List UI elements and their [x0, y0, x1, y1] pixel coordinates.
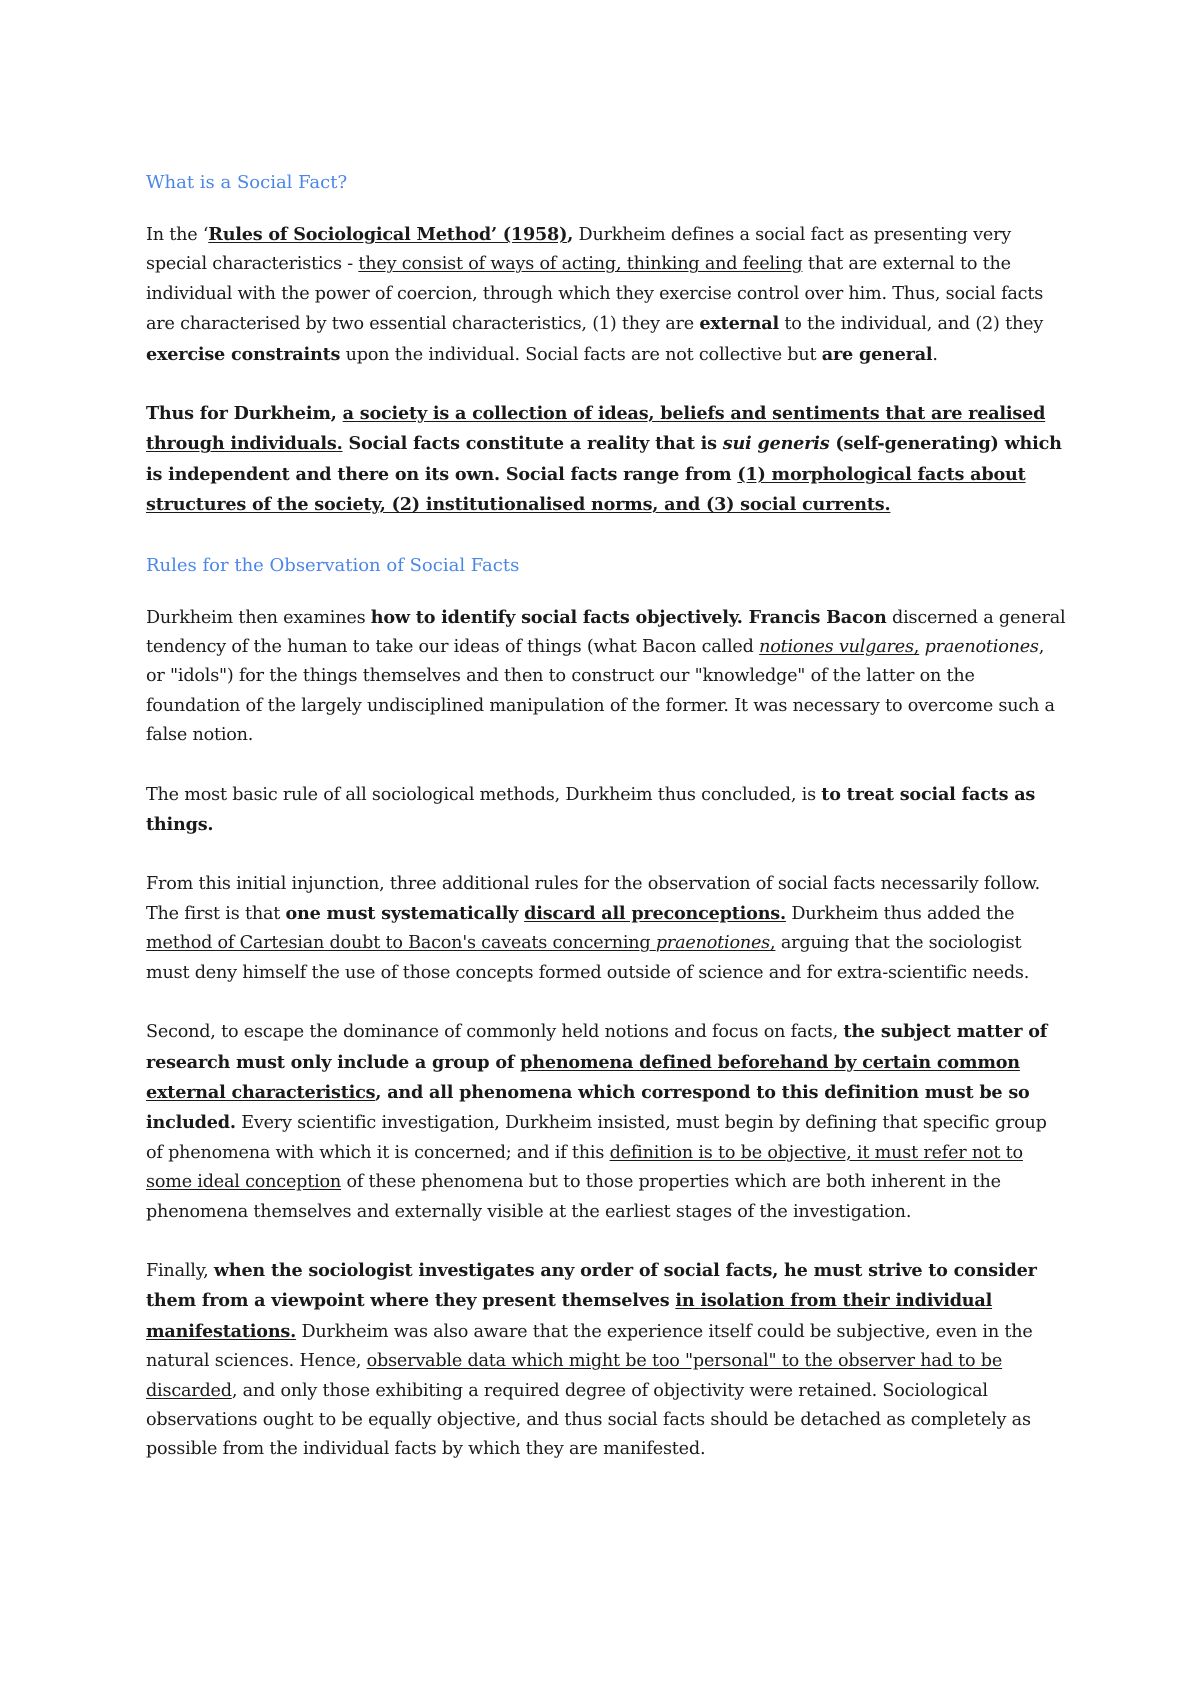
text-run: , — [770, 933, 776, 954]
text-run: , and only those exhibiting a required degree of objectivity were retained. Sociological observations ought to be equally objective, and thus social facts should be detached as completely as possible from the individual facts by which they are manifested. — [146, 1380, 1031, 1460]
text-run: Finally, — [146, 1260, 214, 1281]
text-run: that are external to the individual with the power of coercion, through which they exercise control over him. Thus, social facts are characterised by two essential characteristics, (1) they are — [146, 254, 1044, 335]
text-run: Thus for Durkheim, — [146, 403, 343, 425]
text-run: . — [932, 344, 938, 365]
underlined-phrase: observable data which might be too "personal" to the observer had to be discarded — [146, 1351, 1003, 1401]
paragraph-basic-rule — [146, 780, 1066, 841]
italic-term: praenotiones — [924, 637, 1039, 658]
underlined-phrase: they consist of ways of acting, thinking and feeling — [358, 254, 803, 275]
underlined-phrase: (1) morphological facts about structures of the society, (2) institutionalised norms, and (3) social currents. — [146, 463, 1026, 516]
text-run: of these phenomena but to those properties which are both inherent in the phenomena themselves and externally visible at the earliest stages of the investigation. — [146, 1172, 1001, 1222]
text-run: The most basic rule of all sociological methods, Durkheim thus concluded, is — [146, 784, 822, 805]
text-run: when the sociologist investigates any order of social facts, he must strive to consider them from a viewpoint where they present themselves — [146, 1259, 1037, 1312]
text-run: method of Cartesian doubt to Bacon's caveats concerning — [146, 933, 656, 954]
paragraph-second-rule — [146, 1017, 1066, 1227]
text-run: Durkheim then examines — [146, 607, 371, 628]
text-run: upon the individual. Social facts are not collective but — [340, 344, 822, 365]
italic-term: sui generis — [722, 433, 830, 455]
text-run: Durkheim thus added the — [785, 903, 1015, 924]
text-run: From this initial injunction, three additional rules for the observation of social facts necessarily follow. The first is that — [146, 873, 1041, 924]
bold-term: are general — [821, 343, 933, 365]
text-run: the subject matter of research must only include a group of — [146, 1021, 1048, 1073]
underlined-phrase: phenomena defined beforehand by certain common external characteristics — [146, 1051, 1020, 1103]
text-run: Durkheim was also aware that the experience itself could be subjective, even in the natural sciences. Hence, — [146, 1321, 1033, 1372]
text-run: , and all phenomena which correspond to this definition must be so included. — [146, 1081, 1030, 1134]
bold-phrase: to treat social facts as things. — [146, 783, 1036, 836]
italic-term: notiones vulgares — [759, 637, 914, 658]
bold-term: external — [699, 313, 779, 335]
paragraph-bacon — [146, 603, 1066, 751]
paragraph-third-rule — [146, 1256, 1066, 1465]
underlined-phrase: discard all preconceptions. — [524, 902, 786, 924]
paragraph-definition — [146, 220, 1066, 370]
document-body — [146, 168, 1066, 1465]
section-heading-social-fact: What is a Social Fact? — [146, 172, 348, 193]
text-run: to the individual, and (2) they — [778, 314, 1044, 335]
underlined-phrase: a society is a collection of ideas, beliefs and sentiments that are realised through individuals. — [146, 403, 1046, 455]
section-heading-observation-rules: Rules for the Observation of Social Facts — [146, 554, 520, 576]
text-run: arguing that the sociologist must deny himself the use of those concepts formed outside of science and for extra-scientific needs. — [146, 933, 1030, 983]
text-run: , or "idols") for the things themselves and then to construct our "knowledge" of the latter on the foundation of the largely undisciplined manipulation of the former. It was necessary to overcome such a false notion. — [146, 637, 1055, 746]
text-run: Social facts constitute a reality that is — [342, 433, 723, 455]
bold-term: exercise constraints — [146, 343, 341, 365]
text-run: (self-generating) which is independent and there on its own. Social facts range from — [146, 433, 1062, 485]
book-title-link-text: Rules of Sociological Method’ (1958) — [208, 224, 568, 245]
text-run: , — [567, 224, 574, 245]
text-run: Every scientific investigation, Durkheim insisted, must begin by defining that specific group of phenomena with which it is concerned; and if this — [146, 1113, 1047, 1163]
paragraph-first-rule — [146, 870, 1066, 989]
text-run: discerned a general tendency of the human to take our ideas of things (what Bacon called — [146, 607, 1066, 658]
paragraph-durkheim-society — [146, 399, 1066, 521]
bold-phrase: how to identify social facts objectively. Francis Bacon — [370, 606, 887, 628]
text-run: , — [913, 637, 920, 658]
bold-phrase: one must systematically — [285, 902, 525, 924]
underlined-phrase: in isolation from their individual manifestations. — [146, 1290, 993, 1342]
text-run: Durkheim defines a social fact as presenting very special characteristics - — [146, 225, 1012, 275]
text-run: In the ‘ — [146, 225, 209, 245]
text-run: Second, to escape the dominance of commonly held notions and focus on facts, — [146, 1022, 844, 1043]
italic-term: praenotiones — [655, 933, 771, 954]
underlined-phrase: definition is to be objective, it must refer not to some ideal conception — [146, 1142, 1023, 1193]
